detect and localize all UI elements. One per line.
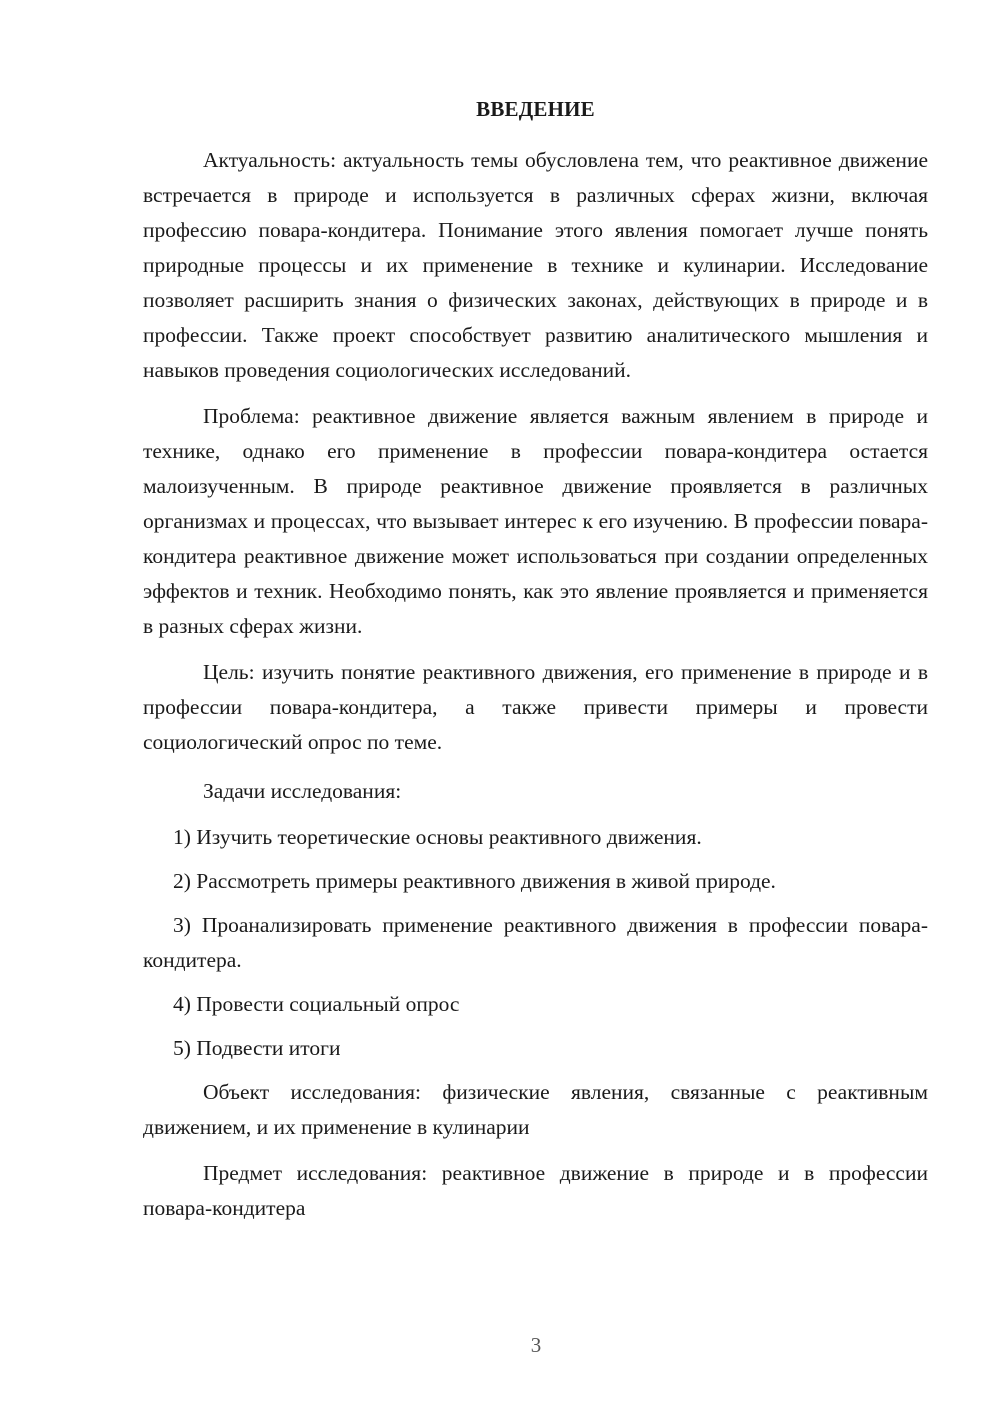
task-item-5: 5) Подвести итоги — [173, 1036, 341, 1060]
paragraph-object: Объект исследования: физические явления, связанные с реактивным движением, и их применение в кулинарии — [143, 1080, 928, 1139]
paragraph-subject: Предмет исследования: реактивное движение в природе и в профессии повара-кондитера — [143, 1161, 928, 1220]
section-heading: ВВЕДЕНИЕ — [476, 97, 595, 121]
task-item-3: 3) Проанализировать применение реактивного движения в профессии повара-кондитера. — [143, 913, 928, 972]
task-item-2: 2) Рассмотреть примеры реактивного движения в живой природе. — [173, 869, 776, 893]
paragraph-goal: Цель: изучить понятие реактивного движения, его применение в природе и в профессии повара-кондитера, а также привести примеры и провести социологический опрос по теме. — [143, 660, 928, 754]
tasks-heading: Задачи исследования: — [203, 779, 402, 803]
paragraph-problem: Проблема: реактивное движение является важным явлением в природе и технике, однако его применение в профессии повара-кондитера остается малоизученным. В природе реактивное движение проявляется в различных организмах и процессах, что вызывает интерес к его изучению. В профессии повара-кондитера реактивное движение может использоваться при создании определенных эффектов и техник. Необходимо понять, как это явление проявляется и применяется в разных сферах жизни. — [143, 404, 928, 638]
task-item-4: 4) Провести социальный опрос — [173, 992, 460, 1016]
task-item-1: 1) Изучить теоретические основы реактивного движения. — [173, 825, 702, 849]
paragraph-relevance: Актуальность: актуальность темы обусловлена тем, что реактивное движение встречается в природе и используется в различных сферах жизни, включая профессию повара-кондитера. Понимание этого явления помогает лучше понять природные процессы и их применение в технике и кулинарии. Исследование позволяет расширить знания о физических законах, действующих в природе и в профессии. Также проект способствует развитию аналитического мышления и навыков проведения социологических исследований. — [143, 148, 928, 382]
page-number: 3 — [530, 1333, 542, 1357]
document-page — [143, 92, 928, 1237]
